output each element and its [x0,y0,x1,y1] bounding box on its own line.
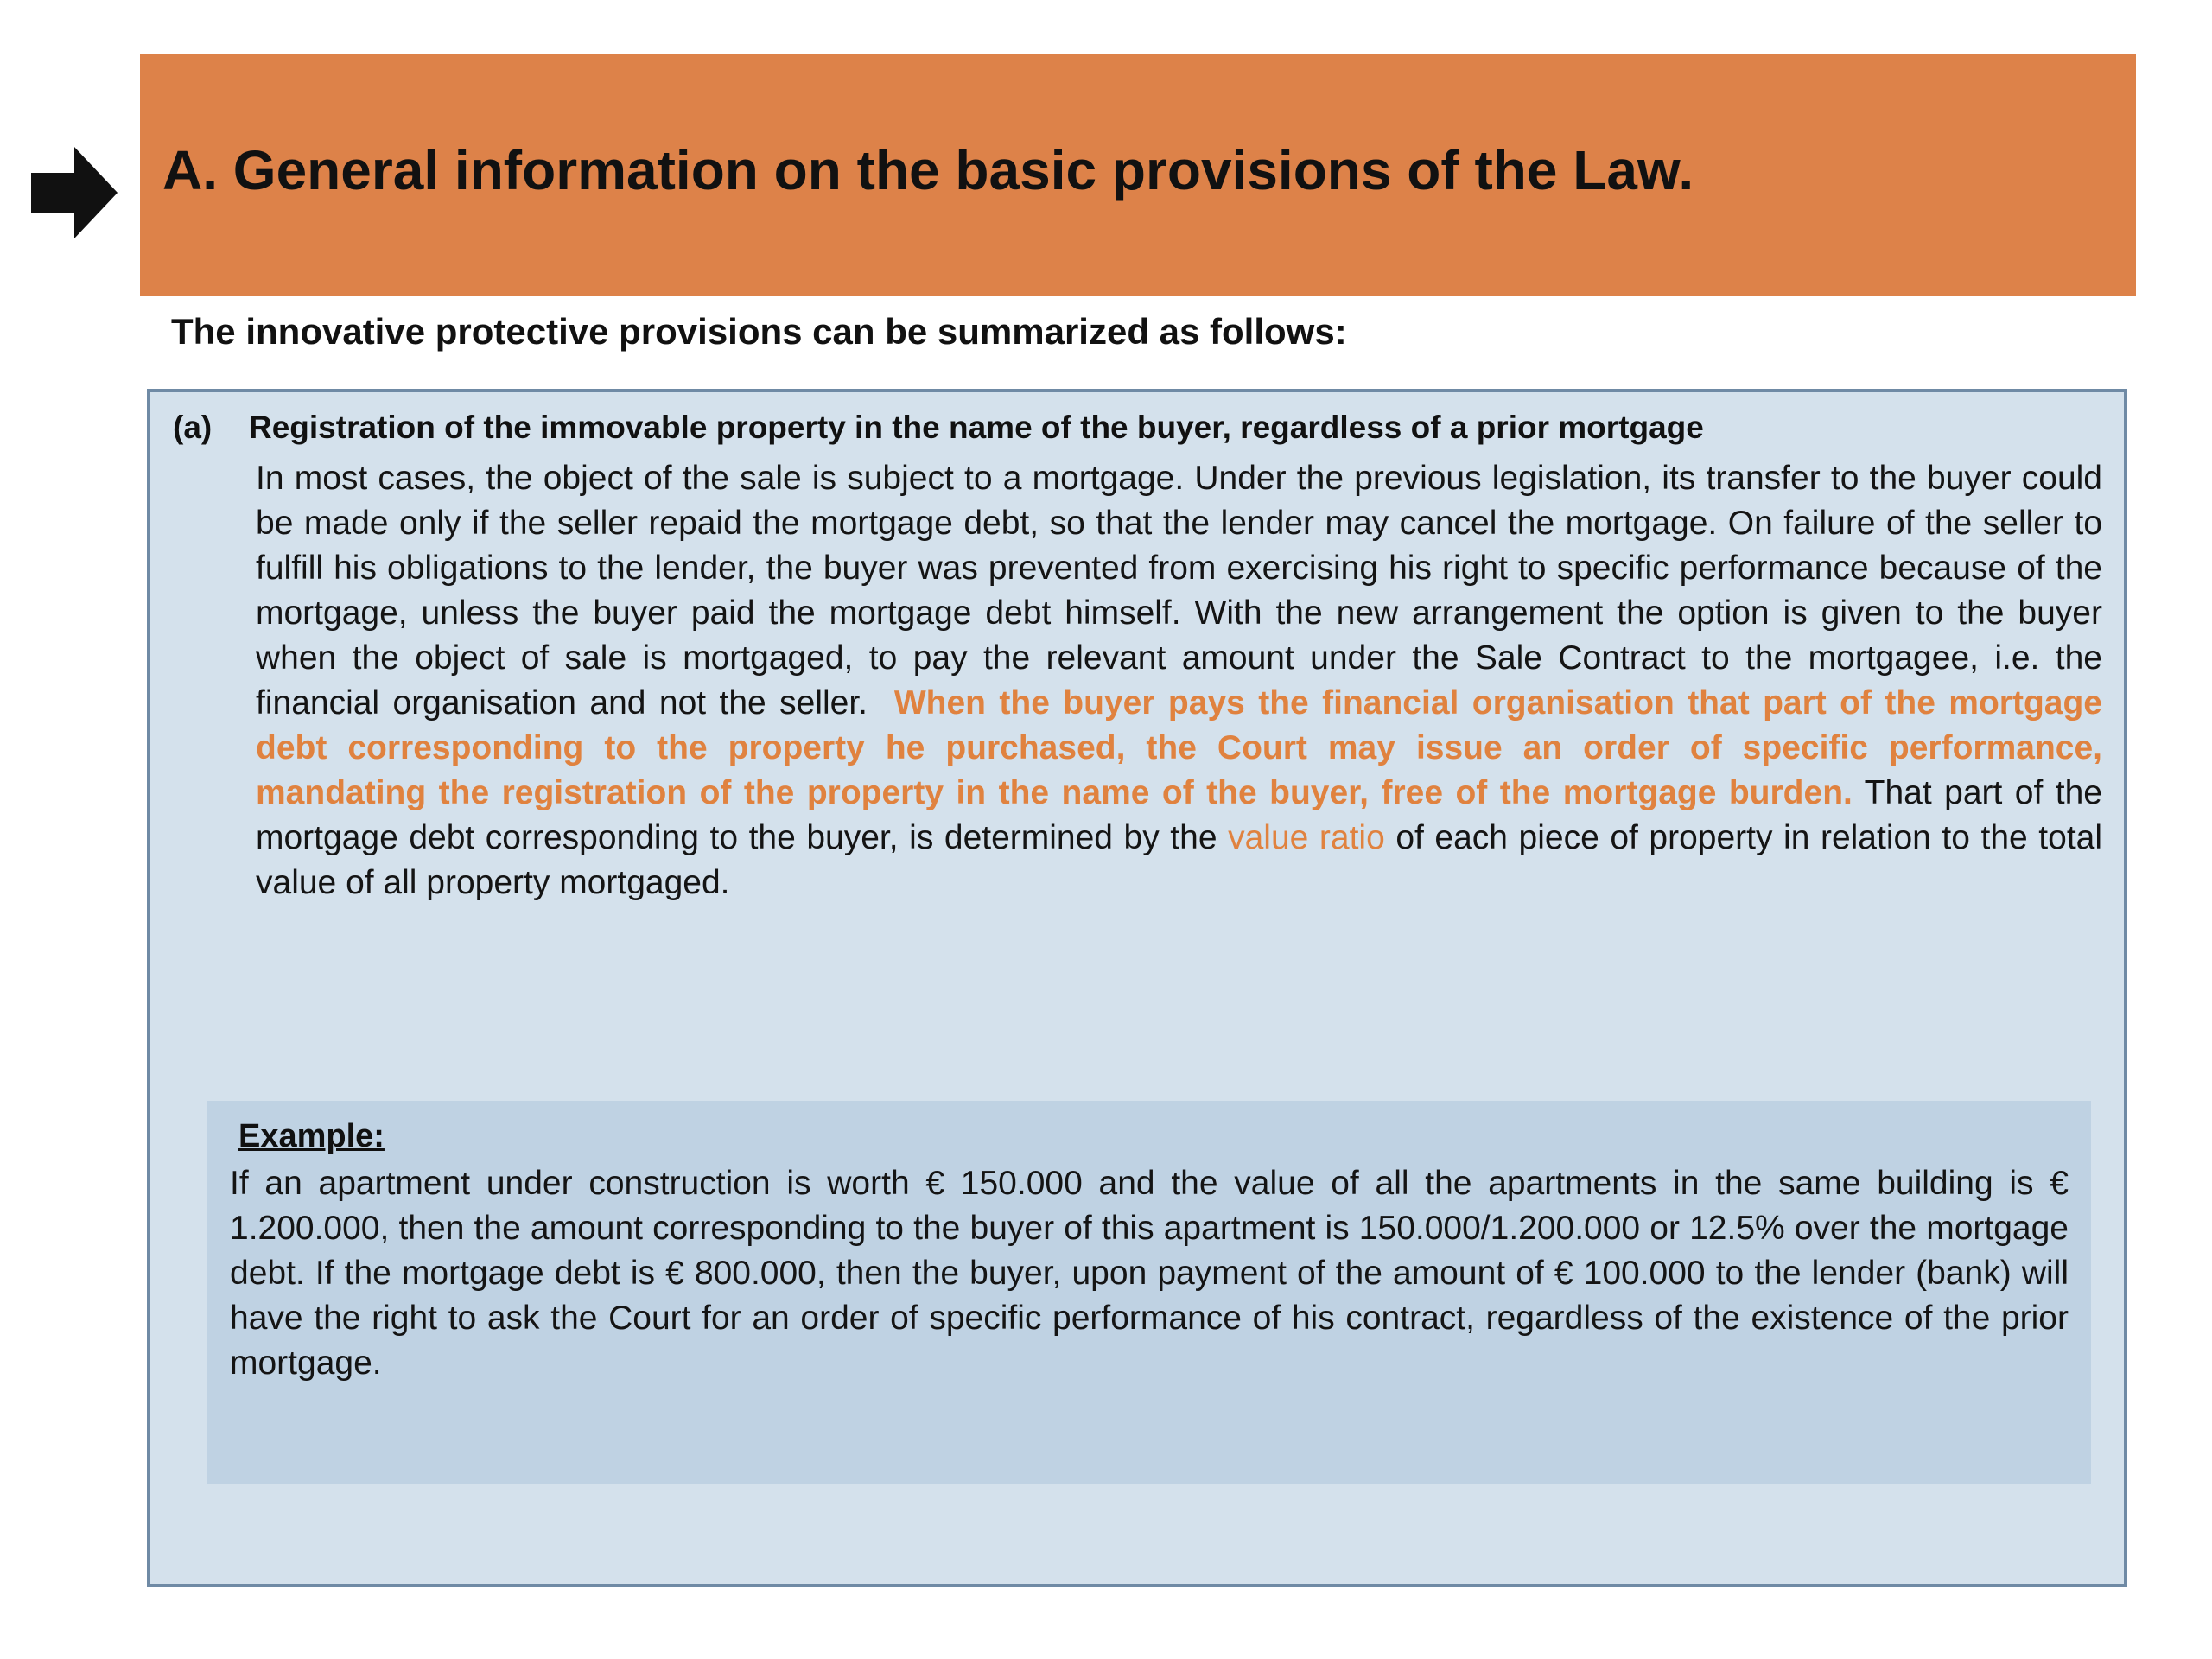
body-text-3: of each piece of property in relation to the total value of all property mortgaged. [256,819,2103,901]
body-text-1: In most cases, the object of the sale is subject to a mortgage. Under the previous legislation, its transfer to the buyer could be made only if the seller repaid the mortgage debt, so that the lender may cancel the mortgage. On failure of the seller to fulfill his obligations to the lender, the buyer was prevented from exercising his right to specific performance because of the mortgage, unless the buyer paid the mortgage debt himself. With the new arrangement the option is given to the buyer when the object of sale is mortgaged, to pay the relevant amount under the Sale Contract to the mortgagee, i.e. the financial organisation and not the seller. [256,460,2102,721]
item-heading-text: Registration of the immovable property in the name of the buyer, regardless of a prior mortgage [249,410,1704,445]
example-box [207,1101,2091,1484]
highlight-value-ratio: value ratio [1228,819,1385,856]
right-arrow-icon [31,147,118,238]
item-letter: (a) [173,410,213,445]
title-banner [140,54,2136,296]
highlight-text: When the buyer pays the financial organisation that part of the mortgage debt corresponding to the property he purchased, the Court may issue an order of specific performance, mandating the registration of the property in the name of the buyer, free of the mortgage burden. [256,684,2102,811]
section-subtitle: The innovative protective provisions can be summarized as follows: [171,311,1347,352]
example-text: If an apartment under construction is worth € 150.000 and the value of all the apartments in the same building is € 1.200.000, then the amount corresponding to the buyer of this apartment is 150.000/1.200.000 or 12.5% over the mortgage debt. If the mortgage debt is € 800.000, then the buyer, upon payment of the amount of € 100.000 to the lender (bank) will have the right to ask the Court for an order of specific performance of his contract, regardless of the existence of the prior mortgage. [230,1165,2069,1382]
page-title: A. General information on the basic provisions of the Law. [162,139,1694,201]
item-heading [173,410,1704,446]
provision-panel [147,389,2127,1587]
body-text-2: That part of the mortgage debt corresponding to the buyer, is determined by the [256,774,2102,856]
item-body [256,456,2102,906]
example-label: Example: [238,1118,385,1154]
